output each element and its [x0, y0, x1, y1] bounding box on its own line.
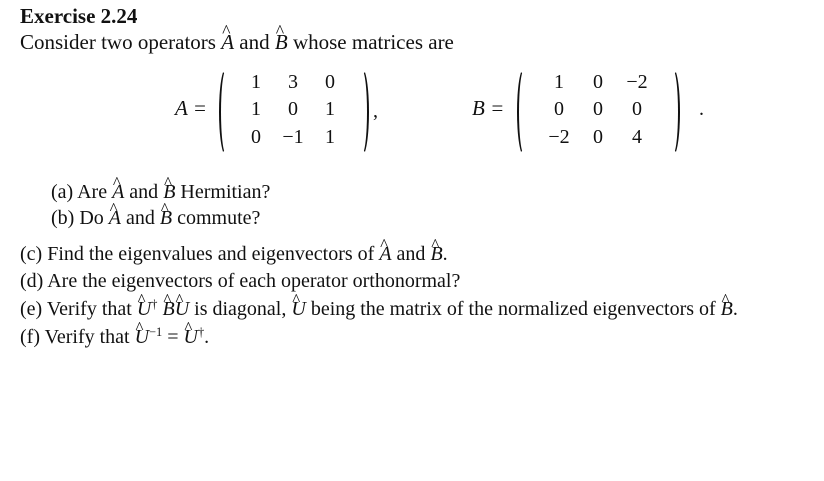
part-b-label: (b) Do: [51, 207, 104, 229]
dagger-symbol: †: [151, 297, 158, 312]
intro-sentence: [20, 30, 454, 55]
intro-after: whose matrices are: [292, 30, 454, 54]
matrix-b-cell: 0: [593, 98, 603, 120]
matrix-a-cell: 1: [251, 98, 261, 120]
part-f-period: .: [204, 326, 210, 348]
matrix-b-cell: −2: [626, 71, 648, 93]
matrix-b-cell: 1: [554, 71, 564, 93]
part-e-period: .: [732, 298, 738, 320]
part-a-rest: Hermitian?: [180, 181, 271, 203]
matrix-b-right-paren: [666, 68, 680, 156]
operator-a-hat: ^ A: [221, 30, 234, 55]
matrix-a-cell: 1: [325, 98, 335, 120]
part-c-and: and: [396, 243, 426, 265]
matrix-a-cell: 3: [288, 71, 298, 93]
part-f: [20, 326, 209, 349]
matrix-b-cell: 0: [593, 126, 603, 148]
matrix-a-right-paren: [355, 68, 369, 156]
part-b: [51, 207, 260, 230]
operator-u-hat: ^ U: [184, 326, 198, 349]
equals-sign: =: [167, 326, 179, 348]
matrix-a-cell: −1: [282, 126, 304, 148]
matrix-b-left-paren: [517, 68, 531, 156]
part-d: (d) Are the eigenvectors of each operator orthonormal?: [20, 270, 461, 292]
part-a-and: and: [129, 181, 159, 203]
matrix-a-lhs: A =: [175, 96, 207, 120]
matrix-b-cell: 4: [632, 126, 642, 148]
matrix-b-cell: −2: [548, 126, 570, 148]
part-e-rest: being the matrix of the normalized eigenvectors of: [310, 298, 716, 320]
part-b-and: and: [125, 207, 155, 229]
operator-a-hat: ^ A: [109, 207, 121, 230]
matrix-a-cell: 1: [325, 126, 335, 148]
operator-b-hat: ^ B: [162, 298, 174, 321]
part-e-label: (e) Verify that: [20, 298, 132, 320]
dagger-symbol: †: [197, 325, 205, 340]
matrix-a-cell: 0: [325, 71, 335, 93]
operator-u-hat: ^ U: [135, 326, 149, 349]
operator-b-hat: ^ B: [430, 243, 442, 266]
part-f-label: (f) Verify that: [20, 326, 130, 348]
operator-u-hat: ^ U: [291, 298, 305, 321]
intro-before: Consider two operators: [20, 30, 216, 54]
matrix-a-cell: 0: [288, 98, 298, 120]
part-c-label: (c) Find the eigenvalues and eigenvectors of: [20, 243, 375, 265]
matrix-a-cell: 1: [251, 71, 261, 93]
matrix-b-lhs: B =: [472, 96, 505, 120]
matrix-b-cell: 0: [593, 71, 603, 93]
exercise-title: Exercise 2.24: [20, 4, 138, 28]
part-a-label: (a) Are: [51, 181, 108, 203]
operator-b-hat: ^ B: [721, 298, 733, 321]
matrix-b-period: .: [699, 98, 704, 120]
part-c-period: .: [442, 243, 448, 265]
operator-u-hat: ^ U: [137, 298, 151, 321]
part-b-rest: commute?: [177, 207, 261, 229]
operator-a-hat: ^ A: [112, 181, 124, 204]
matrix-b-cell: 0: [632, 98, 642, 120]
intro-and: and: [239, 30, 270, 54]
part-e: [20, 298, 738, 321]
operator-b-hat: ^ B: [275, 30, 288, 55]
part-c: [20, 243, 448, 266]
operator-a-hat: ^ A: [379, 243, 391, 266]
inverse-superscript: −1: [149, 325, 163, 340]
operator-u-hat: ^ U: [175, 298, 189, 321]
matrix-a-cell: 0: [251, 126, 261, 148]
matrix-b-cell: 0: [554, 98, 564, 120]
operator-b-hat: ^ B: [160, 207, 172, 230]
matrix-a-left-paren: [219, 68, 233, 156]
matrix-a-comma: ,: [373, 100, 378, 122]
operator-b-hat: ^ B: [163, 181, 175, 204]
part-e-middle: is diagonal,: [194, 298, 287, 320]
